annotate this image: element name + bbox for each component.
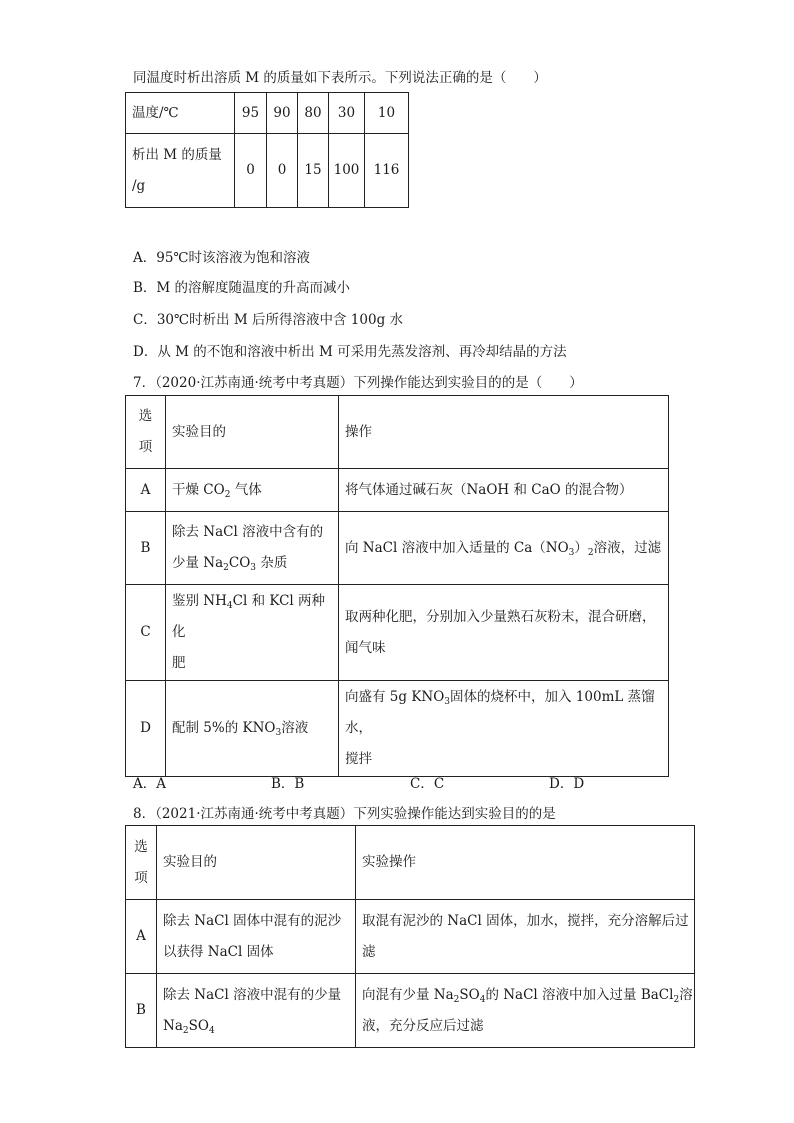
q8-table bbox=[125, 825, 695, 1048]
purpose-text: SO bbox=[188, 1017, 209, 1034]
table-row bbox=[126, 469, 669, 512]
table-row bbox=[126, 826, 695, 900]
option-label: D bbox=[126, 681, 166, 777]
purpose-cell bbox=[157, 974, 356, 1048]
subscript: 2 bbox=[453, 994, 460, 1005]
table-cell: 0 bbox=[267, 134, 298, 208]
operation-cell bbox=[356, 974, 695, 1048]
q7-answer-c: C．C bbox=[410, 776, 445, 792]
header-option-line1: 选 bbox=[138, 408, 153, 424]
table-row bbox=[126, 512, 669, 585]
subscript: 2 bbox=[223, 563, 229, 573]
operation-cell: 将气体通过碱石灰（NaOH 和 CaO 的混合物） bbox=[339, 469, 669, 512]
temperature-label: 温度/℃ bbox=[126, 93, 235, 134]
q6-option-d: D．从 M 的不饱和溶液中析出 M 可采用先蒸发溶剂、再冷却结晶的方法 bbox=[133, 344, 567, 360]
header-option bbox=[126, 826, 157, 900]
q7-table bbox=[125, 395, 669, 777]
q6-intro: 同温度时析出溶质 M 的质量如下表所示。下列说法正确的是（ ） bbox=[133, 70, 547, 86]
option-label: C bbox=[126, 585, 166, 681]
table-row bbox=[126, 134, 409, 208]
subscript: 2 bbox=[182, 1025, 189, 1036]
header-option-line2: 项 bbox=[134, 869, 148, 886]
header-operation: 操作 bbox=[339, 396, 669, 469]
purpose-line bbox=[172, 586, 337, 648]
table-cell: 100 bbox=[329, 134, 365, 208]
table-cell: 80 bbox=[298, 93, 329, 134]
purpose-text: 配制 5%的 KNO bbox=[172, 720, 276, 736]
subscript: 3 bbox=[275, 728, 282, 738]
header-option-line2: 项 bbox=[138, 439, 153, 455]
subscript: 3 bbox=[250, 563, 257, 573]
purpose-text: 少量 Na bbox=[172, 555, 224, 571]
q7-answer-a: A．A bbox=[133, 776, 166, 792]
purpose-cell bbox=[166, 469, 339, 512]
table-cell: 95 bbox=[235, 93, 267, 134]
purpose-text: 气体 bbox=[230, 481, 262, 498]
mass-label-line2: /g bbox=[132, 177, 146, 194]
purpose-line: 除去 NaCl 溶液中含有的 bbox=[172, 524, 324, 540]
subscript: 4 bbox=[479, 994, 486, 1005]
option-label: A bbox=[126, 900, 157, 974]
header-option-line1: 选 bbox=[134, 838, 148, 855]
operation-line bbox=[345, 682, 667, 744]
subscript: 2 bbox=[224, 489, 231, 500]
table-row bbox=[126, 585, 669, 681]
purpose-text: 溶液 bbox=[281, 720, 309, 736]
purpose-text: Cl 和 KCl 两种化 bbox=[172, 593, 326, 640]
operation-text: 固体的烧杯中，加入 100mL 蒸馏水， bbox=[345, 689, 655, 736]
option-label: B bbox=[126, 974, 157, 1048]
purpose-line bbox=[172, 548, 337, 579]
purpose-text: 干燥 CO bbox=[172, 481, 225, 498]
operation-text: 的 NaCl 溶液中加入过量 BaCl bbox=[485, 986, 674, 1003]
operation-text: 向盛有 5g KNO bbox=[345, 689, 445, 705]
header-purpose: 实验目的 bbox=[157, 826, 356, 900]
header-option bbox=[126, 396, 166, 469]
q7-stem: 7．（2020·江苏南通·统考中考真题）下列操作能达到实验目的的是（ ） bbox=[133, 375, 583, 391]
purpose-cell bbox=[166, 681, 339, 777]
operation-cell bbox=[356, 900, 695, 974]
table-row bbox=[126, 974, 695, 1048]
table-row bbox=[126, 396, 669, 469]
operation-text: 溶液，过滤 bbox=[593, 539, 662, 556]
operation-text: ） bbox=[574, 539, 588, 556]
operation-cell bbox=[339, 512, 669, 585]
table-row bbox=[126, 681, 669, 777]
subscript: 3 bbox=[444, 697, 451, 707]
q6-option-c: C．30℃时析出 M 后所得溶液中含 100g 水 bbox=[133, 312, 404, 328]
table-cell: 10 bbox=[365, 93, 409, 134]
purpose-line: 除去 NaCl 溶液中混有的少量 bbox=[163, 986, 342, 1003]
header-operation: 实验操作 bbox=[356, 826, 695, 900]
table-row bbox=[126, 93, 409, 134]
q6-option-b: B．M 的溶解度随温度的升高而减小 bbox=[133, 280, 351, 296]
subscript: 2 bbox=[587, 547, 594, 558]
subscript: 4 bbox=[226, 601, 233, 611]
q7-answer-d: D．D bbox=[549, 776, 585, 792]
operation-text: 向 NaCl 溶液中加入适量的 Ca（NO bbox=[345, 539, 569, 556]
operation-text: 溶 bbox=[679, 986, 693, 1003]
operation-cell bbox=[339, 585, 669, 681]
table-cell: 116 bbox=[365, 134, 409, 208]
purpose-line bbox=[163, 1011, 354, 1042]
q8-stem: 8．（2021·江苏南通·统考中考真题）下列实验操作能达到实验目的的是 bbox=[133, 806, 556, 822]
header-purpose: 实验目的 bbox=[166, 396, 339, 469]
option-label: A bbox=[126, 469, 166, 512]
table-cell: 0 bbox=[235, 134, 267, 208]
purpose-text: 鉴别 NH bbox=[172, 593, 227, 609]
operation-text: SO bbox=[459, 986, 480, 1003]
purpose-text: Na bbox=[163, 1017, 183, 1034]
operation-line: 搅拌 bbox=[345, 751, 372, 767]
option-label: B bbox=[126, 512, 166, 585]
operation-line: 闻气味 bbox=[345, 639, 386, 656]
operation-line: 取两种化肥，分别加入少量熟石灰粉末，混合研磨， bbox=[345, 608, 656, 625]
subscript: 3 bbox=[568, 547, 575, 558]
subscript: 2 bbox=[673, 994, 680, 1005]
purpose-line: 除去 NaCl 固体中混有的泥沙 bbox=[163, 912, 342, 929]
q6-option-a: A．95℃时该溶液为饱和溶液 bbox=[133, 250, 311, 266]
table-cell: 90 bbox=[267, 93, 298, 134]
operation-line: 液，充分反应后过滤 bbox=[362, 1017, 484, 1034]
operation-line bbox=[362, 980, 693, 1011]
operation-line: 滤 bbox=[362, 943, 376, 960]
purpose-cell bbox=[157, 900, 356, 974]
purpose-text: CO bbox=[228, 555, 251, 571]
q7-answer-b: B．B bbox=[271, 776, 305, 792]
operation-cell bbox=[339, 681, 669, 777]
purpose-cell bbox=[166, 512, 339, 585]
purpose-line: 以获得 NaCl 固体 bbox=[163, 943, 274, 960]
purpose-line: 肥 bbox=[172, 655, 186, 671]
q6-table bbox=[125, 92, 409, 208]
table-cell: 15 bbox=[298, 134, 329, 208]
purpose-text: 杂质 bbox=[256, 555, 288, 571]
operation-line: 取混有泥沙的 NaCl 固体，加水，搅拌，充分溶解后过 bbox=[362, 912, 689, 929]
mass-label-line1: 析出 M 的质量 bbox=[132, 146, 222, 163]
table-cell: 30 bbox=[329, 93, 365, 134]
table-row bbox=[126, 900, 695, 974]
mass-label bbox=[126, 134, 235, 208]
purpose-cell bbox=[166, 585, 339, 681]
subscript: 4 bbox=[208, 1025, 215, 1036]
operation-text: 向混有少量 Na bbox=[362, 986, 454, 1003]
